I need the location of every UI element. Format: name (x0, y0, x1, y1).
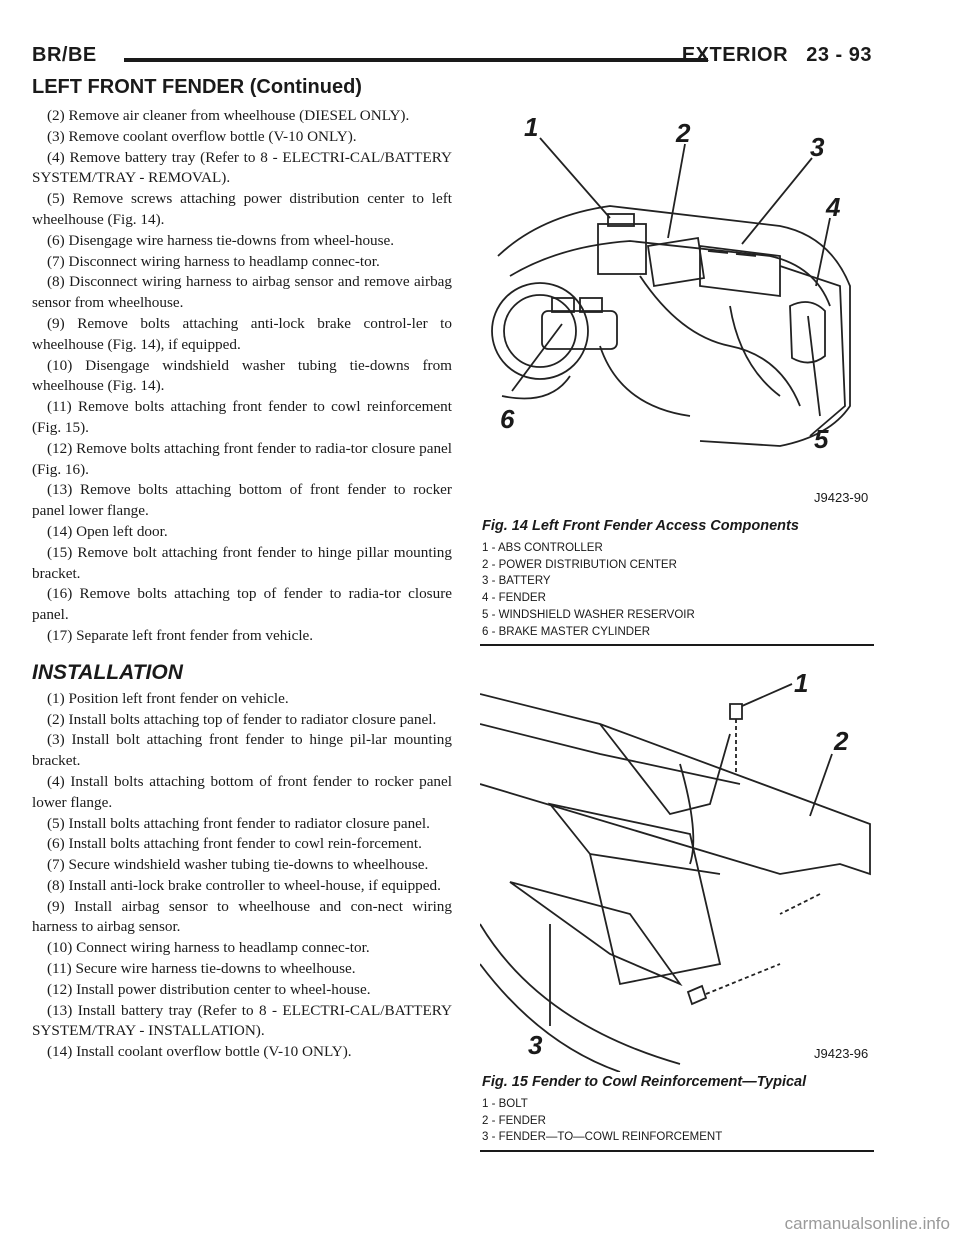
procedure-step: (13) Install battery tray (Refer to 8 - ELECTRI-CAL/BATTERY SYSTEM/TRAY - INSTALLATION). (32, 1001, 452, 1040)
fig14-title: Fig. 14 Left Front Fender Access Components (482, 518, 799, 534)
procedure-step: (4) Install bolts attaching bottom of front fender to rocker panel lower flange. (32, 772, 452, 811)
procedure-step: (15) Remove bolt attaching front fender to hinge pillar mounting bracket. (32, 543, 452, 582)
figure-14 (480, 106, 874, 646)
fig14-callout-3: 3 (810, 132, 825, 162)
procedure-step: (3) Install bolt attaching front fender to hinge pil-lar mounting bracket. (32, 731, 452, 770)
procedure-step: (16) Remove bolts attaching top of fender to radia-tor closure panel. (32, 585, 452, 624)
watermark: carmanualsonline.info (784, 1214, 950, 1233)
procedure-step: (11) Secure wire harness tie-downs to wheelhouse. (47, 960, 356, 978)
fig14-callout-4: 4 (826, 192, 841, 222)
fig15-legend (480, 1096, 874, 1146)
procedure-step: (10) Disengage windshield washer tubing tie-downs from wheelhouse (Fig. 14). (32, 356, 452, 395)
fig14-rule (480, 644, 874, 646)
procedure-step: (7) Disconnect wiring harness to headlamp connec-tor. (47, 252, 380, 270)
fig14-callout-2: 2 (676, 118, 691, 148)
procedure-step: (4) Remove battery tray (Refer to 8 - ELECTRI-CAL/BATTERY SYSTEM/TRAY - REMOVAL). (32, 148, 452, 187)
procedure-step: (9) Install airbag sensor to wheelhouse and con-nect wiring harness to airbag sensor. (32, 897, 452, 936)
removal-steps (32, 106, 452, 647)
legend-item: 4 - FENDER (482, 592, 546, 605)
fig14-callout-6: 6 (500, 404, 515, 434)
page-number: 23 - 93 (806, 44, 872, 66)
procedure-step: (9) Remove bolts attaching anti-lock brake control-ler to wheelhouse (Fig. 14), if equipped. (32, 314, 452, 353)
legend-item: 3 - FENDER—TO—COWL REINFORCEMENT (482, 1131, 723, 1144)
section-name: EXTERIOR (681, 44, 789, 66)
manual-code: BR/BE (32, 44, 97, 66)
procedure-step: (12) Remove bolts attaching front fender to radia-tor closure panel (Fig. 16). (32, 439, 452, 478)
fig14-code: J9423-90 (814, 490, 869, 505)
fig15-illustration (480, 664, 874, 1072)
legend-item: 3 - BATTERY (482, 575, 551, 588)
fig15-rule (480, 1150, 874, 1152)
fig14-legend (480, 540, 874, 640)
procedure-step: (7) Secure windshield washer tubing tie-downs to wheelhouse. (47, 856, 429, 874)
text-column (32, 106, 452, 1063)
legend-item: 2 - POWER DISTRIBUTION CENTER (482, 558, 677, 571)
fig14-callout-5: 5 (814, 424, 829, 454)
procedure-step: (6) Install bolts attaching front fender to cowl rein-forcement. (47, 835, 422, 853)
installation-steps (32, 689, 452, 1063)
figure-15 (480, 664, 874, 1152)
fig15-title: Fig. 15 Fender to Cowl Reinforcement—Typical (482, 1074, 807, 1090)
fig14-illustration (480, 106, 874, 516)
procedure-step: (17) Separate left front fender from vehicle. (47, 626, 314, 644)
continued-heading: LEFT FRONT FENDER (Continued) (32, 76, 362, 98)
procedure-step: (2) Install bolts attaching top of fender to radiator closure panel. (47, 710, 437, 728)
procedure-step: (14) Open left door. (47, 522, 168, 540)
fig14-callout-1: 1 (524, 112, 539, 142)
procedure-step: (2) Remove air cleaner from wheelhouse (DIESEL ONLY). (47, 107, 410, 124)
procedure-step: (11) Remove bolts attaching front fender to cowl reinforcement (Fig. 15). (32, 398, 452, 436)
procedure-step: (5) Install bolts attaching front fender to radiator closure panel. (47, 814, 430, 832)
procedure-step: (10) Connect wiring harness to headlamp connec-tor. (47, 939, 370, 957)
procedure-step: (5) Remove screws attaching power distribution center to left wheelhouse (Fig. 14). (32, 190, 452, 228)
fig15-code: J9423-96 (814, 1046, 869, 1061)
installation-heading: INSTALLATION (32, 660, 183, 684)
header-section-page (682, 44, 872, 67)
legend-item: 1 - BOLT (482, 1098, 528, 1110)
procedure-step: (13) Remove bolts attaching bottom of front fender to rocker panel lower flange. (32, 481, 452, 520)
procedure-step: (8) Install anti-lock brake controller to wheel-house, if equipped. (47, 876, 441, 894)
legend-item: 6 - BRAKE MASTER CYLINDER (482, 625, 651, 638)
fig15-callout-3: 3 (528, 1030, 543, 1060)
fig15-callout-1: 1 (794, 668, 809, 698)
procedure-step: (12) Install power distribution center to wheel-house. (47, 980, 371, 998)
procedure-step: (8) Disconnect wiring harness to airbag sensor and remove airbag sensor from wheelhouse. (32, 273, 452, 312)
procedure-step: (3) Remove coolant overflow bottle (V-10 ONLY). (47, 127, 357, 145)
legend-item: 2 - FENDER (482, 1114, 546, 1127)
legend-item: 1 - ABS CONTROLLER (482, 542, 603, 554)
procedure-step: (6) Disengage wire harness tie-downs from wheel-house. (47, 231, 395, 249)
legend-item: 5 - WINDSHIELD WASHER RESERVOIR (482, 608, 695, 621)
procedure-step: (14) Install coolant overflow bottle (V-10 ONLY). (47, 1043, 352, 1061)
fig15-callout-2: 2 (834, 726, 849, 756)
procedure-step: (1) Position left front fender on vehicle. (47, 689, 289, 707)
header-rule (124, 58, 708, 62)
